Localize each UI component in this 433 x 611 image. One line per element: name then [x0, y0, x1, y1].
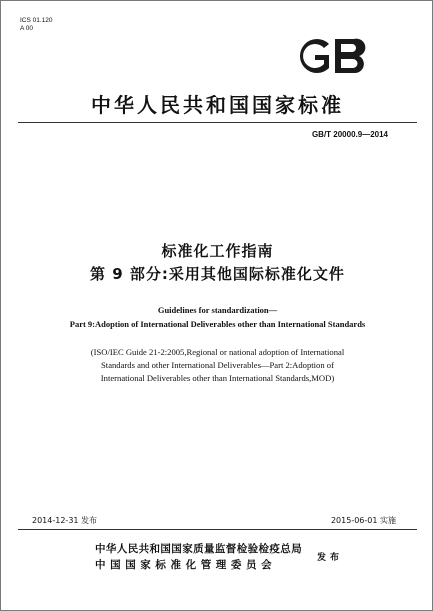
adoption-line-3: International Deliverables other than International Standards,MOD) [100, 373, 335, 383]
issuer-line-1: 中华人民共和国国家质量监督检验检疫总局 [95, 543, 303, 555]
implementation-date: 2015-06-01 实施 [330, 516, 396, 525]
chinese-title-line-1: 标准化工作指南 [161, 242, 274, 260]
adoption-statement [31, 346, 404, 385]
english-title-line-2: Part 9:Adoption of International Deliverables other than International Standards [69, 319, 366, 329]
issue-label: 发布 [317, 553, 344, 563]
chinese-title-line-2: 第 9 部分:采用其他国际标准化文件 [90, 265, 345, 283]
classification-codes [20, 17, 53, 33]
adoption-line-2: Standards and other International Deliverables—Part 2:Adoption of [101, 360, 334, 370]
gb-logo [291, 35, 375, 77]
publication-date: 2014-12-31 发布 [32, 516, 98, 525]
english-title-line-1: Guidelines for standardization— [157, 305, 278, 315]
standard-type-heading: 中华人民共和国国家标准 [91, 93, 344, 117]
adoption-line-1: (ISO/IEC Guide 21-2:2005,Regional or national adoption of International [90, 347, 345, 357]
standard-code: GB/T 20000.9—2014 [311, 130, 388, 139]
bottom-divider [18, 529, 417, 530]
ccs-code: A 00 [20, 25, 34, 32]
top-divider [18, 122, 417, 123]
issuer-line-2: 中国国家标准化管理委员会 [95, 559, 277, 571]
ics-code: ICS 01.120 [20, 17, 53, 24]
